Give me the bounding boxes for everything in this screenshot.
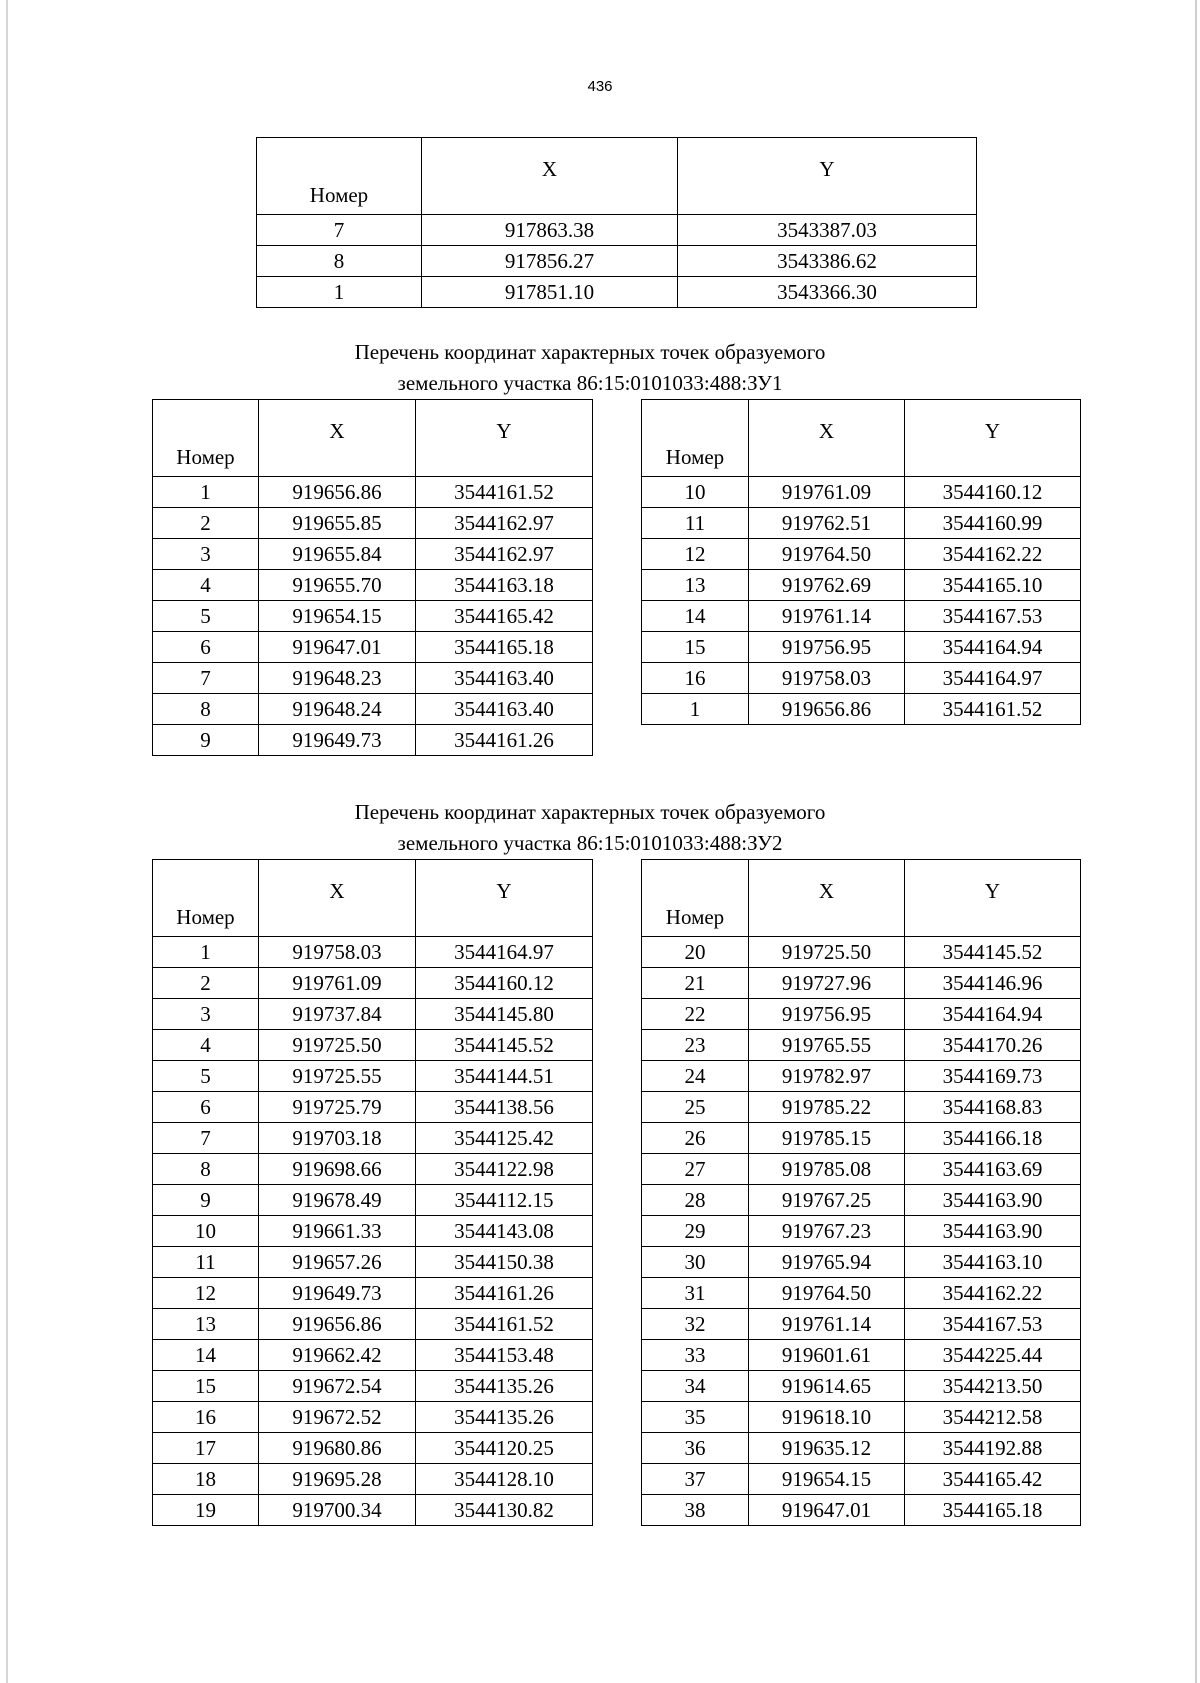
table-row (642, 508, 1081, 539)
y-coordinate-cell: 3544122.98 (416, 1154, 593, 1185)
point-number-cell: 8 (153, 694, 259, 725)
x-coordinate-cell: 919655.70 (259, 570, 416, 601)
y-coordinate-cell: 3544135.26 (416, 1371, 593, 1402)
x-coordinate-cell: 919672.52 (259, 1402, 416, 1433)
point-number-cell: 10 (642, 477, 749, 508)
point-number-cell: 29 (642, 1216, 749, 1247)
x-coordinate-cell: 919654.15 (259, 601, 416, 632)
y-coordinate-cell: 3544135.26 (416, 1402, 593, 1433)
point-number-cell: 6 (153, 632, 259, 663)
table-header-row (257, 138, 977, 215)
y-coordinate-cell: 3544162.22 (905, 539, 1081, 570)
table-row (153, 1154, 593, 1185)
header-x: X (749, 400, 905, 477)
table-row (642, 477, 1081, 508)
header-y: Y (416, 400, 593, 477)
table-row (642, 1278, 1081, 1309)
table-row (153, 1278, 593, 1309)
y-coordinate-cell: 3544164.97 (905, 663, 1081, 694)
table-row (642, 1216, 1081, 1247)
y-coordinate-cell: 3544161.52 (905, 694, 1081, 725)
point-number-cell: 26 (642, 1123, 749, 1154)
point-number-cell: 15 (642, 632, 749, 663)
table-row (642, 663, 1081, 694)
y-coordinate-cell: 3544192.88 (905, 1433, 1081, 1464)
point-number-cell: 14 (153, 1340, 259, 1371)
y-coordinate-cell: 3544128.10 (416, 1464, 593, 1495)
x-coordinate-cell: 919785.15 (749, 1123, 905, 1154)
table-row (153, 632, 593, 663)
table-row (642, 1061, 1081, 1092)
y-coordinate-cell: 3544143.08 (416, 1216, 593, 1247)
x-coordinate-cell: 919655.85 (259, 508, 416, 539)
x-coordinate-cell: 919656.86 (749, 694, 905, 725)
table-header-row (153, 400, 593, 477)
section2-left-table (152, 859, 593, 1526)
point-number-cell: 25 (642, 1092, 749, 1123)
section2-right-table (641, 859, 1081, 1526)
point-number-cell: 38 (642, 1495, 749, 1526)
table-row (642, 1309, 1081, 1340)
point-number-cell: 31 (642, 1278, 749, 1309)
point-number-cell: 36 (642, 1433, 749, 1464)
x-coordinate-cell: 919727.96 (749, 968, 905, 999)
y-coordinate-cell: 3544166.18 (905, 1123, 1081, 1154)
y-coordinate-cell: 3544225.44 (905, 1340, 1081, 1371)
point-number-cell: 30 (642, 1247, 749, 1278)
table-row (153, 1402, 593, 1433)
header-y: Y (905, 400, 1081, 477)
header-number: Номер (257, 138, 422, 215)
x-coordinate-cell: 919765.94 (749, 1247, 905, 1278)
table-row (153, 601, 593, 632)
header-x: X (259, 400, 416, 477)
point-number-cell: 2 (153, 968, 259, 999)
point-number-cell: 32 (642, 1309, 749, 1340)
x-coordinate-cell: 919648.23 (259, 663, 416, 694)
table-header-row (642, 860, 1081, 937)
header-number: Номер (642, 400, 749, 477)
y-coordinate-cell: 3543366.30 (678, 277, 977, 308)
point-number-cell: 23 (642, 1030, 749, 1061)
point-number-cell: 4 (153, 570, 259, 601)
y-coordinate-cell: 3544130.82 (416, 1495, 593, 1526)
point-number-cell: 24 (642, 1061, 749, 1092)
page-number: 436 (587, 78, 613, 95)
x-coordinate-cell: 917851.10 (422, 277, 678, 308)
x-coordinate-cell: 919767.25 (749, 1185, 905, 1216)
y-coordinate-cell: 3544138.56 (416, 1092, 593, 1123)
table-header-row (642, 400, 1081, 477)
header-number: Номер (642, 860, 749, 937)
y-coordinate-cell: 3544165.18 (905, 1495, 1081, 1526)
table-row (642, 937, 1081, 968)
y-coordinate-cell: 3544125.42 (416, 1123, 593, 1154)
x-coordinate-cell: 917856.27 (422, 246, 678, 277)
x-coordinate-cell: 919661.33 (259, 1216, 416, 1247)
y-coordinate-cell: 3544212.58 (905, 1402, 1081, 1433)
point-number-cell: 1 (257, 277, 422, 308)
y-coordinate-cell: 3544165.10 (905, 570, 1081, 601)
table-row (642, 601, 1081, 632)
scan-edge-left (6, 0, 8, 1683)
table-row (642, 1402, 1081, 1433)
y-coordinate-cell: 3544160.12 (416, 968, 593, 999)
y-coordinate-cell: 3544163.90 (905, 1216, 1081, 1247)
point-number-cell: 11 (153, 1247, 259, 1278)
y-coordinate-cell: 3544167.53 (905, 601, 1081, 632)
table-row (642, 1247, 1081, 1278)
y-coordinate-cell: 3544145.52 (416, 1030, 593, 1061)
table-row (642, 1030, 1081, 1061)
table-row (153, 968, 593, 999)
table-row (257, 246, 977, 277)
section1-right-table (641, 399, 1081, 725)
table-row (153, 508, 593, 539)
header-x: X (422, 138, 678, 215)
x-coordinate-cell: 919649.73 (259, 1278, 416, 1309)
table-row (153, 1185, 593, 1216)
x-coordinate-cell: 919761.09 (749, 477, 905, 508)
section2-caption-line2: земельного участка 86:15:0101033:488:ЗУ2 (397, 831, 783, 855)
point-number-cell: 1 (642, 694, 749, 725)
point-number-cell: 9 (153, 1185, 259, 1216)
x-coordinate-cell: 919762.69 (749, 570, 905, 601)
header-x: X (259, 860, 416, 937)
point-number-cell: 37 (642, 1464, 749, 1495)
y-coordinate-cell: 3544161.52 (416, 477, 593, 508)
x-coordinate-cell: 917863.38 (422, 215, 678, 246)
table-row (642, 1371, 1081, 1402)
section2-caption-line1: Перечень координат характерных точек образуемого (354, 800, 826, 824)
point-number-cell: 8 (257, 246, 422, 277)
x-coordinate-cell: 919614.65 (749, 1371, 905, 1402)
table-row (153, 937, 593, 968)
header-number: Номер (153, 860, 259, 937)
y-coordinate-cell: 3544163.18 (416, 570, 593, 601)
continuation-coordinates-table (256, 137, 977, 308)
point-number-cell: 6 (153, 1092, 259, 1123)
y-coordinate-cell: 3544162.97 (416, 539, 593, 570)
y-coordinate-cell: 3544213.50 (905, 1371, 1081, 1402)
x-coordinate-cell: 919654.15 (749, 1464, 905, 1495)
x-coordinate-cell: 919678.49 (259, 1185, 416, 1216)
scan-edge-right (1195, 0, 1197, 1683)
point-number-cell: 35 (642, 1402, 749, 1433)
y-coordinate-cell: 3544163.69 (905, 1154, 1081, 1185)
table-row (257, 215, 977, 246)
y-coordinate-cell: 3544146.96 (905, 968, 1081, 999)
x-coordinate-cell: 919782.97 (749, 1061, 905, 1092)
y-coordinate-cell: 3544163.40 (416, 663, 593, 694)
point-number-cell: 9 (153, 725, 259, 756)
point-number-cell: 11 (642, 508, 749, 539)
point-number-cell: 27 (642, 1154, 749, 1185)
table-row (642, 968, 1081, 999)
table-row (153, 1216, 593, 1247)
x-coordinate-cell: 919761.14 (749, 1309, 905, 1340)
x-coordinate-cell: 919656.86 (259, 1309, 416, 1340)
point-number-cell: 5 (153, 601, 259, 632)
x-coordinate-cell: 919785.08 (749, 1154, 905, 1185)
x-coordinate-cell: 919725.79 (259, 1092, 416, 1123)
x-coordinate-cell: 919785.22 (749, 1092, 905, 1123)
x-coordinate-cell: 919647.01 (259, 632, 416, 663)
point-number-cell: 16 (153, 1402, 259, 1433)
table-row (642, 1185, 1081, 1216)
table-row (153, 1495, 593, 1526)
table-row (642, 1123, 1081, 1154)
point-number-cell: 14 (642, 601, 749, 632)
x-coordinate-cell: 919662.42 (259, 1340, 416, 1371)
section1-caption (240, 337, 940, 399)
table-row (153, 1247, 593, 1278)
table-row (642, 570, 1081, 601)
table-row (642, 999, 1081, 1030)
table-row (153, 1340, 593, 1371)
table-row (642, 694, 1081, 725)
point-number-cell: 33 (642, 1340, 749, 1371)
section1-left-table (152, 399, 593, 756)
table-row (153, 539, 593, 570)
header-y: Y (416, 860, 593, 937)
y-coordinate-cell: 3544164.97 (416, 937, 593, 968)
point-number-cell: 4 (153, 1030, 259, 1061)
y-coordinate-cell: 3544153.48 (416, 1340, 593, 1371)
table-row (153, 694, 593, 725)
point-number-cell: 1 (153, 477, 259, 508)
y-coordinate-cell: 3544165.42 (416, 601, 593, 632)
x-coordinate-cell: 919601.61 (749, 1340, 905, 1371)
table-row (153, 477, 593, 508)
point-number-cell: 15 (153, 1371, 259, 1402)
y-coordinate-cell: 3544164.94 (905, 999, 1081, 1030)
table-row (153, 725, 593, 756)
table-row (153, 1061, 593, 1092)
x-coordinate-cell: 919725.50 (749, 937, 905, 968)
point-number-cell: 34 (642, 1371, 749, 1402)
y-coordinate-cell: 3544144.51 (416, 1061, 593, 1092)
table-row (153, 663, 593, 694)
x-coordinate-cell: 919655.84 (259, 539, 416, 570)
table-row (153, 1309, 593, 1340)
x-coordinate-cell: 919725.55 (259, 1061, 416, 1092)
x-coordinate-cell: 919725.50 (259, 1030, 416, 1061)
y-coordinate-cell: 3544162.97 (416, 508, 593, 539)
x-coordinate-cell: 919758.03 (749, 663, 905, 694)
point-number-cell: 3 (153, 999, 259, 1030)
y-coordinate-cell: 3544164.94 (905, 632, 1081, 663)
point-number-cell: 8 (153, 1154, 259, 1185)
table-row (642, 632, 1081, 663)
y-coordinate-cell: 3544161.52 (416, 1309, 593, 1340)
table-row (642, 1433, 1081, 1464)
x-coordinate-cell: 919672.54 (259, 1371, 416, 1402)
x-coordinate-cell: 919657.26 (259, 1247, 416, 1278)
point-number-cell: 1 (153, 937, 259, 968)
y-coordinate-cell: 3544120.25 (416, 1433, 593, 1464)
y-coordinate-cell: 3544170.26 (905, 1030, 1081, 1061)
table-row (642, 1495, 1081, 1526)
section1-caption-line2: земельного участка 86:15:0101033:488:ЗУ1 (397, 371, 783, 395)
point-number-cell: 7 (153, 663, 259, 694)
table-row (642, 539, 1081, 570)
y-coordinate-cell: 3544162.22 (905, 1278, 1081, 1309)
point-number-cell: 10 (153, 1216, 259, 1247)
x-coordinate-cell: 919656.86 (259, 477, 416, 508)
y-coordinate-cell: 3544160.99 (905, 508, 1081, 539)
table-row (153, 1092, 593, 1123)
x-coordinate-cell: 919756.95 (749, 632, 905, 663)
y-coordinate-cell: 3543387.03 (678, 215, 977, 246)
y-coordinate-cell: 3544163.10 (905, 1247, 1081, 1278)
x-coordinate-cell: 919764.50 (749, 539, 905, 570)
table-row (153, 1433, 593, 1464)
table-row (153, 1464, 593, 1495)
x-coordinate-cell: 919761.09 (259, 968, 416, 999)
y-coordinate-cell: 3544112.15 (416, 1185, 593, 1216)
point-number-cell: 3 (153, 539, 259, 570)
point-number-cell: 13 (642, 570, 749, 601)
header-x: X (749, 860, 905, 937)
y-coordinate-cell: 3544163.90 (905, 1185, 1081, 1216)
point-number-cell: 22 (642, 999, 749, 1030)
x-coordinate-cell: 919649.73 (259, 725, 416, 756)
table-row (153, 999, 593, 1030)
x-coordinate-cell: 919698.66 (259, 1154, 416, 1185)
x-coordinate-cell: 919635.12 (749, 1433, 905, 1464)
x-coordinate-cell: 919695.28 (259, 1464, 416, 1495)
point-number-cell: 16 (642, 663, 749, 694)
header-number: Номер (153, 400, 259, 477)
y-coordinate-cell: 3543386.62 (678, 246, 977, 277)
y-coordinate-cell: 3544150.38 (416, 1247, 593, 1278)
x-coordinate-cell: 919765.55 (749, 1030, 905, 1061)
point-number-cell: 12 (642, 539, 749, 570)
point-number-cell: 5 (153, 1061, 259, 1092)
y-coordinate-cell: 3544167.53 (905, 1309, 1081, 1340)
point-number-cell: 13 (153, 1309, 259, 1340)
x-coordinate-cell: 919648.24 (259, 694, 416, 725)
x-coordinate-cell: 919647.01 (749, 1495, 905, 1526)
point-number-cell: 7 (257, 215, 422, 246)
x-coordinate-cell: 919762.51 (749, 508, 905, 539)
x-coordinate-cell: 919703.18 (259, 1123, 416, 1154)
y-coordinate-cell: 3544165.42 (905, 1464, 1081, 1495)
x-coordinate-cell: 919618.10 (749, 1402, 905, 1433)
x-coordinate-cell: 919700.34 (259, 1495, 416, 1526)
section2-caption (240, 797, 940, 859)
table-row (153, 1030, 593, 1061)
point-number-cell: 28 (642, 1185, 749, 1216)
table-row (642, 1154, 1081, 1185)
table-row (642, 1464, 1081, 1495)
y-coordinate-cell: 3544145.80 (416, 999, 593, 1030)
point-number-cell: 20 (642, 937, 749, 968)
y-coordinate-cell: 3544168.83 (905, 1092, 1081, 1123)
header-y: Y (678, 138, 977, 215)
y-coordinate-cell: 3544163.40 (416, 694, 593, 725)
y-coordinate-cell: 3544161.26 (416, 1278, 593, 1309)
point-number-cell: 21 (642, 968, 749, 999)
x-coordinate-cell: 919737.84 (259, 999, 416, 1030)
y-coordinate-cell: 3544169.73 (905, 1061, 1081, 1092)
table-row (153, 1371, 593, 1402)
x-coordinate-cell: 919764.50 (749, 1278, 905, 1309)
table-header-row (153, 860, 593, 937)
x-coordinate-cell: 919758.03 (259, 937, 416, 968)
header-y: Y (905, 860, 1081, 937)
x-coordinate-cell: 919680.86 (259, 1433, 416, 1464)
x-coordinate-cell: 919756.95 (749, 999, 905, 1030)
y-coordinate-cell: 3544161.26 (416, 725, 593, 756)
point-number-cell: 18 (153, 1464, 259, 1495)
point-number-cell: 7 (153, 1123, 259, 1154)
table-row (642, 1092, 1081, 1123)
point-number-cell: 2 (153, 508, 259, 539)
table-row (257, 277, 977, 308)
table-row (153, 570, 593, 601)
table-row (153, 1123, 593, 1154)
table-row (642, 1340, 1081, 1371)
x-coordinate-cell: 919767.23 (749, 1216, 905, 1247)
point-number-cell: 19 (153, 1495, 259, 1526)
x-coordinate-cell: 919761.14 (749, 601, 905, 632)
y-coordinate-cell: 3544160.12 (905, 477, 1081, 508)
y-coordinate-cell: 3544145.52 (905, 937, 1081, 968)
y-coordinate-cell: 3544165.18 (416, 632, 593, 663)
point-number-cell: 12 (153, 1278, 259, 1309)
point-number-cell: 17 (153, 1433, 259, 1464)
section1-caption-line1: Перечень координат характерных точек образуемого (354, 340, 826, 364)
